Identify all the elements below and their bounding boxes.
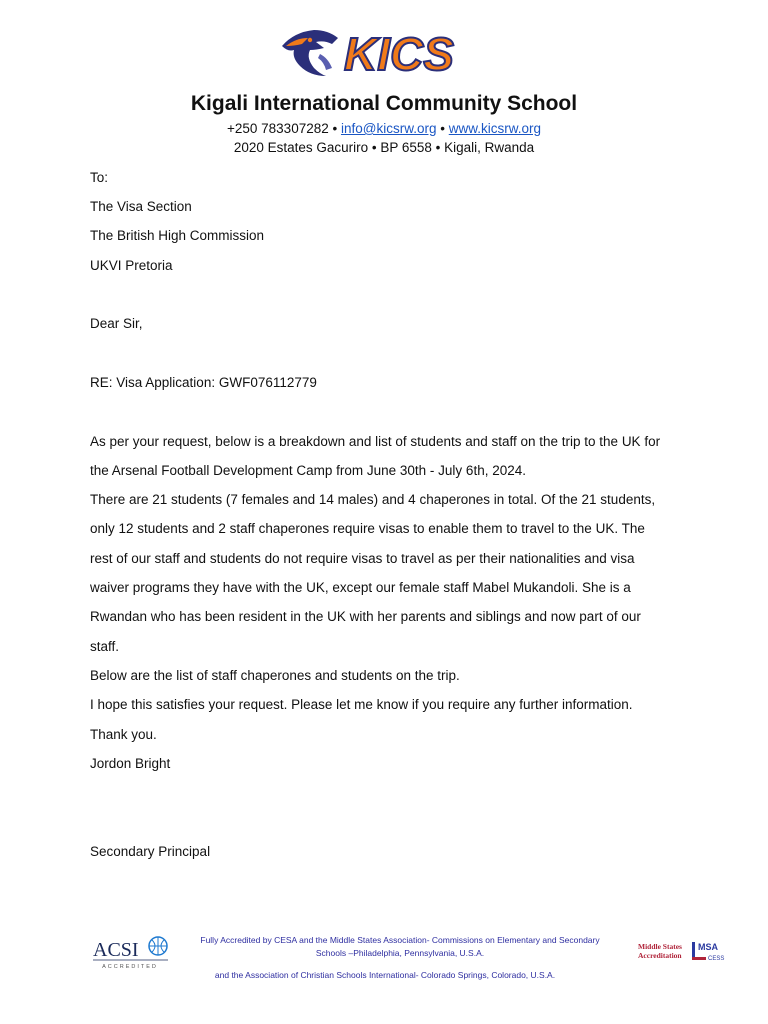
paragraph-line: As per your request, below is a breakdown and list of students and staff on the trip to the UK for — [90, 434, 661, 449]
paragraph-line: only 12 students and 2 staff chaperones require visas to enable them to travel to the UK. The — [90, 521, 645, 536]
acsi-text: ACSI — [93, 939, 139, 961]
paragraph-line: Below are the list of staff chaperones and students on the trip. — [90, 668, 460, 683]
website-link[interactable]: www.kicsrw.org — [448, 121, 541, 136]
acsi-subtext: ACCREDITED — [102, 964, 158, 970]
recipient-line: The Visa Section — [90, 199, 192, 214]
paragraph-line: Rwandan who has been resident in the UK with her parents and siblings and now part of our — [90, 609, 641, 624]
kics-logo — [280, 24, 485, 80]
acsi-logo — [92, 932, 172, 972]
globe-icon — [149, 937, 167, 955]
paragraph-line: waiver programs they have with the UK, except our female staff Mabel Mukandoli. She is a — [90, 580, 631, 595]
paragraph-line: There are 21 students (7 females and 14 males) and 4 chaperones in total. Of the 21 students, — [90, 492, 656, 507]
accreditation-text — [180, 934, 620, 960]
bullet: • — [440, 121, 445, 136]
paragraph-line: I hope this satisfies your request. Please let me know if you require any further information. — [90, 697, 633, 712]
paragraph-line: rest of our staff and students do not require visas to travel as per their nationalities and visa — [90, 551, 635, 566]
closing: Thank you. — [90, 727, 157, 742]
signer-title: Secondary Principal — [90, 844, 211, 859]
msa-badge: MSA — [698, 942, 718, 952]
msa-label: Middle States — [638, 942, 682, 951]
recipient-line: The British High Commission — [90, 228, 265, 243]
salutation: Dear Sir, — [90, 316, 143, 331]
logo-text: KICS — [344, 28, 454, 80]
school-name: Kigali International Community School — [190, 92, 578, 115]
accreditation-line: and the Association of Christian Schools International- Colorado Springs, Colorado, U.S.A. — [214, 970, 556, 980]
msa-logo — [636, 938, 728, 964]
eagle-icon — [282, 30, 338, 76]
reference-line: RE: Visa Application: GWF076112779 — [90, 375, 317, 390]
msa-label: Accreditation — [638, 951, 682, 960]
paragraph-line: staff. — [90, 639, 120, 654]
address-line: 2020 Estates Gacuriro • BP 6558 • Kigali, Rwanda — [233, 140, 535, 155]
paragraph-line: the Arsenal Football Development Camp from June 30th - July 6th, 2024. — [90, 463, 526, 478]
phone-number: +250 783307282 • — [227, 121, 338, 136]
to-label: To: — [90, 170, 109, 185]
signer-name: Jordon Bright — [90, 756, 171, 771]
email-link[interactable]: info@kicsrw.org — [340, 121, 437, 136]
contact-line — [0, 121, 768, 136]
accreditation-line: Schools –Philadelphia, Pennsylvania, U.S.A. — [315, 948, 485, 958]
accreditation-line: Fully Accredited by CESA and the Middle States Association- Commissions on Elementary and Secondary — [200, 935, 600, 945]
recipient-line: UKVI Pretoria — [90, 258, 173, 273]
msa-badge: CESS — [708, 956, 725, 962]
